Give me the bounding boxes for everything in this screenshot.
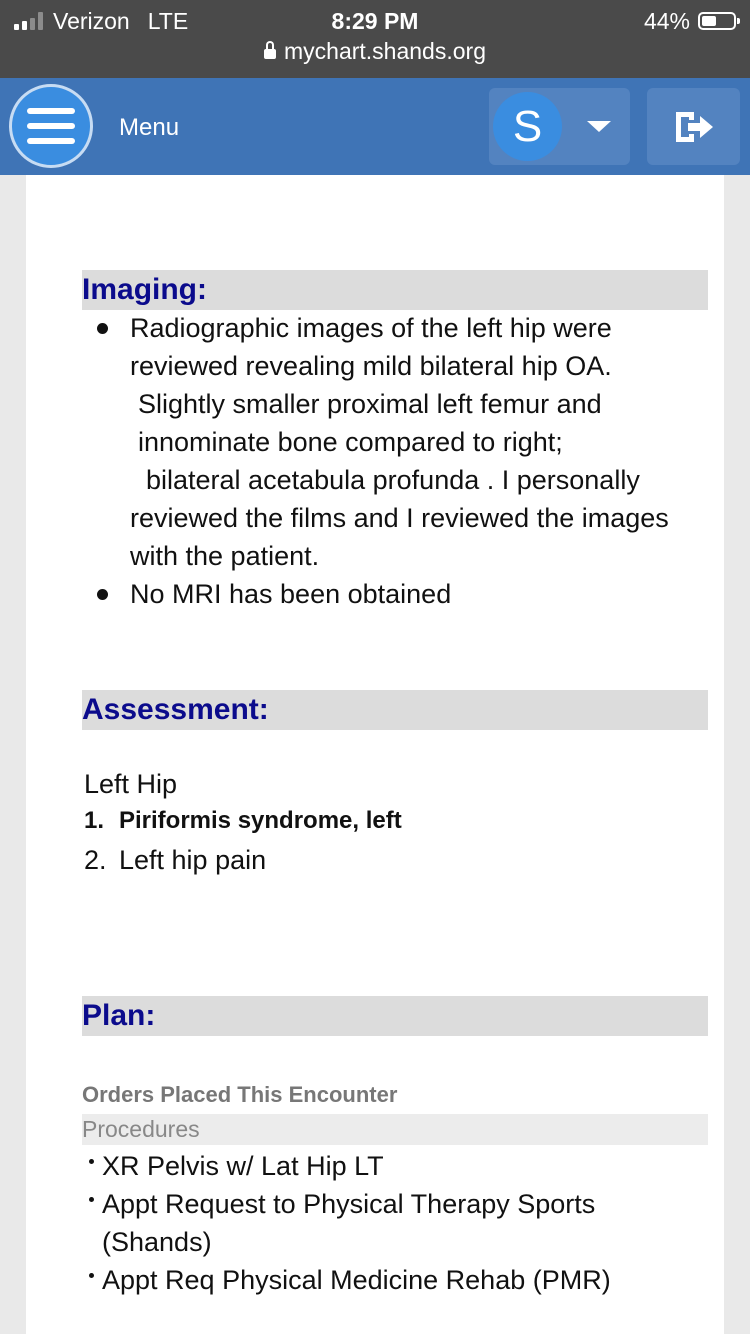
hamburger-icon-line [27, 108, 75, 114]
user-menu-button[interactable] [489, 88, 630, 165]
diagnosis-number: 1. [84, 807, 105, 834]
carrier-name: Verizon [53, 7, 130, 34]
avatar: S [493, 92, 562, 161]
imaging-finding-text: bilateral acetabula profunda . I personally reviewed the films and I reviewed the images with the patient. [130, 465, 669, 571]
order-item: XR Pelvis w/ Lat Hip LT [82, 1147, 702, 1185]
diagnosis-item [84, 845, 266, 876]
battery-percent: 44% [643, 7, 690, 34]
assessment-heading: Assessment: [82, 690, 708, 730]
imaging-finding-text: No MRI has been obtained [130, 579, 452, 609]
diagnosis-number: 2. [84, 845, 107, 875]
assessment-subtitle: Left Hip [84, 769, 178, 799]
imaging-heading: Imaging: [82, 270, 708, 310]
imaging-finding-text: Slightly smaller proximal left femur and innominate bone compared to right; [138, 389, 602, 457]
procedures-label: Procedures [82, 1114, 708, 1145]
chevron-down-icon [587, 121, 611, 132]
app-header [0, 78, 750, 175]
url-text: mychart.shands.org [284, 38, 486, 64]
order-item: Appt Req Physical Medicine Rehab (PMR) [82, 1261, 702, 1299]
status-right [644, 8, 736, 34]
diagnosis-text: Piriformis syndrome, left [119, 807, 402, 834]
orders-title: Orders Placed This Encounter [82, 1082, 398, 1107]
network-type: LTE [147, 7, 189, 34]
imaging-findings [82, 309, 712, 613]
address-bar[interactable] [0, 38, 750, 65]
order-item: Appt Request to Physical Therapy Sports (Shands) [82, 1185, 702, 1261]
diagnosis-item [84, 807, 402, 835]
battery-icon [698, 12, 736, 30]
orders-list [82, 1147, 702, 1299]
hamburger-icon-line [27, 138, 75, 144]
logout-button[interactable] [647, 88, 740, 165]
status-bar [0, 0, 750, 78]
logout-icon [672, 109, 716, 145]
list-item [82, 575, 712, 613]
clock: 8:29 PM [331, 8, 419, 34]
note-content [26, 175, 724, 1334]
imaging-finding-text: Radiographic images of the left hip were reviewed revealing mild bilateral hip OA. [130, 313, 612, 381]
list-item [82, 309, 712, 575]
plan-heading: Plan: [82, 996, 708, 1036]
lock-icon [264, 49, 276, 59]
diagnosis-text: Left hip pain [119, 845, 267, 875]
menu-label[interactable]: Menu [119, 114, 180, 141]
hamburger-icon-line [27, 123, 75, 129]
menu-button[interactable] [9, 84, 93, 168]
